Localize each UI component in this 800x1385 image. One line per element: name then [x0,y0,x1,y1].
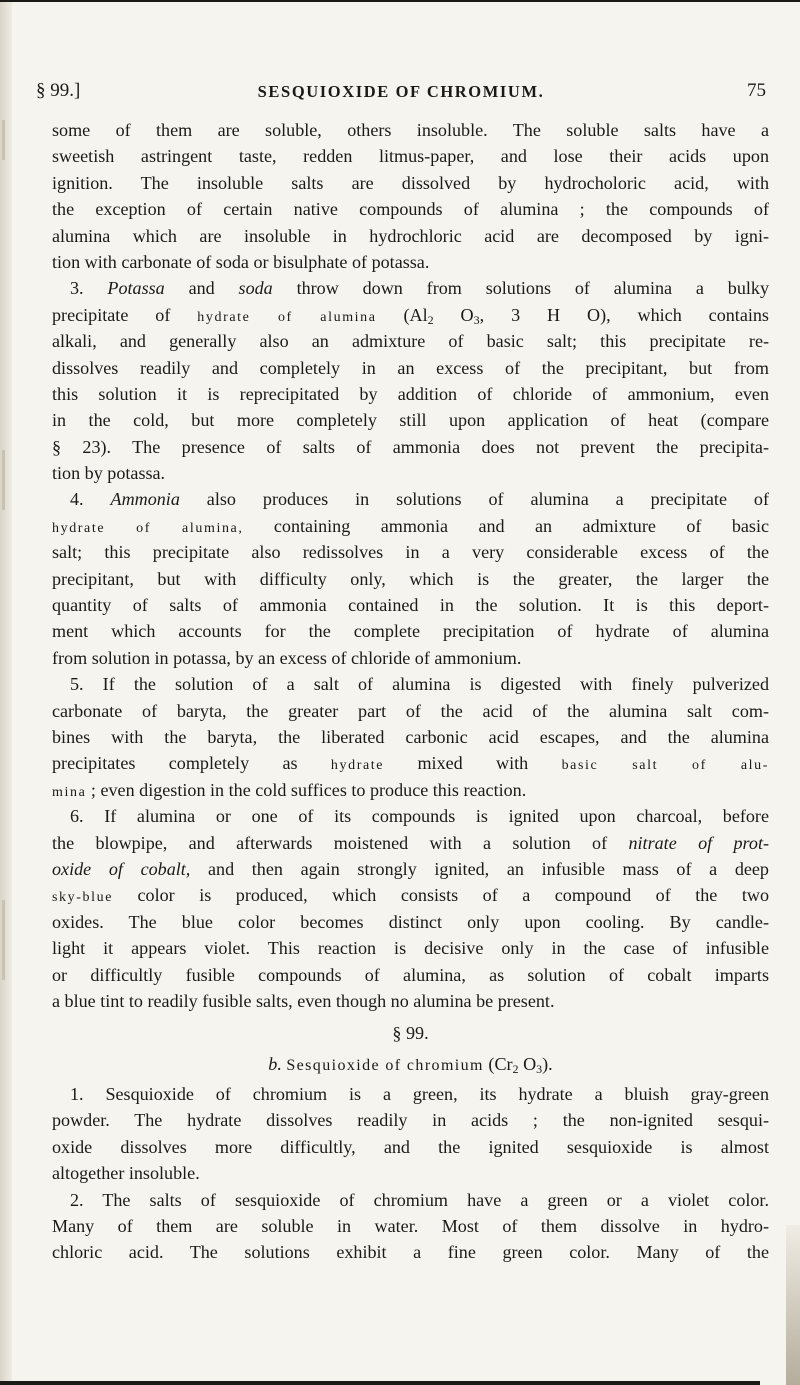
text-line: from solution in potassa, by an excess of chloride of ammonium. [52,647,522,668]
text-line: oxide of cobalt, and then again strongly ignited, an infusible mass of a deep [52,858,769,879]
page-gutter [0,0,12,1385]
term-soda: soda [238,278,273,299]
text-line: Many of them are soluble in water. Most of them dissolve in hydro- [52,1216,769,1237]
text-line: dissolves readily and completely in an excess of the precipitant, but from [52,357,769,378]
page-number: 75 [747,80,766,101]
paragraph-2-start: 2. The salts of sesquioxide of chromium have a green or a violet color. [70,1189,769,1210]
term-hydrate: hydrate [330,758,385,774]
paragraph-1-start: 1. Sesquioxide of chromium is a green, its hydrate a bluish gray-green [70,1084,769,1105]
term-hydrate-of-alumina: hydrate of alumina, [52,520,244,536]
text-line: precipitant, but with difficulty only, which is the greater, the larger the [52,568,769,589]
text-line: the blowpipe, and afterwards moistened with a solution of nitrate of prot- [52,832,770,853]
top-edge-rule [0,0,800,2]
text-line: carbonate of baryta, the greater part of the acid of the alumina salt com- [52,700,769,721]
text-line: oxides. The blue color becomes distinct only upon cooling. By candle- [52,911,769,932]
gutter-mark [2,120,5,160]
text-line: this solution it is reprecipitated by addition of chloride of ammonium, even [52,383,769,404]
text-line: the exception of certain native compounds of alumina ; the compounds of [52,199,769,220]
bottom-edge-rule [0,1381,760,1385]
text-line: precipitate of hydrate of alumina ($Al_2$ $O_3$, 3 H O), which contains [52,304,769,327]
section-number: § 99. [392,1023,429,1044]
text-line: alumina which are insoluble in hydrochloric acid are decomposed by igni- [52,225,769,246]
text-line: sky-blue color is produced, which consists of a compound of the two [52,885,769,906]
text-line: ignition. The insoluble salts are dissolved by hydrocholoric acid, with [52,172,769,193]
term-sky-blue: sky-blue [52,890,114,906]
text-line: altogether insoluble. [52,1163,200,1184]
term-ammonia: Ammonia [110,489,180,510]
paragraph-5-start: 5. If the solution of a salt of alumina is digested with finely pulverized [70,674,769,695]
text-line: some of them are soluble, others insoluble. The soluble salts have a [52,120,769,140]
text-line: oxide dissolves more difficultly, and the ignited sesquioxide is almost [52,1136,769,1157]
paragraph-4-start: 4. Ammonia also produces in solutions of alumina a precipitate of [70,489,769,510]
text-line: mina ; even digestion in the cold suffices to produce this reaction. [52,779,527,800]
running-title: SESQUIOXIDE OF CHROMIUM. [257,82,545,101]
section-heading: b. Sesquioxide of chromium ($Cr_2$ $O_3$). [268,1053,553,1076]
section-reference: § 99.] [36,80,81,101]
paragraph-3-start: 3. Potassa and soda throw down from solutions of alumina a bulky [70,278,770,299]
text-line: sweetish astringent taste, redden litmus-paper, and lose their acids upon [52,146,769,167]
text-line: quantity of salts of ammonia contained in the solution. It is this deport- [52,595,769,616]
text-line: hydrate of alumina, containing ammonia and an admixture of basic [52,515,770,536]
body-text [52,117,769,1266]
gutter-mark [2,450,5,510]
term-basic-salt: basic salt of alu- [561,758,769,774]
page-corner-shadow [786,1225,800,1385]
text-line: in the cold, but more completely still upon application of heat (compare [52,410,769,431]
gutter-mark [2,900,5,980]
text-line: bines with the baryta, the liberated carbonic acid escapes, and the alumina [52,726,769,747]
text-line: alkali, and generally also an admixture of basic salt; this precipitate re- [52,331,769,352]
text-line: precipitates completely as hydrate mixed with basic salt of alu- [52,753,769,774]
text-line: chloric acid. The solutions exhibit a fine green color. Many of the [52,1242,769,1263]
term-hydrate-of-alumina: hydrate of alumina [197,309,377,325]
text-line: or difficultly fusible compounds of alumina, as solution of cobalt imparts [52,964,769,985]
term-nitrate: nitrate of prot- [628,832,770,853]
term-potassa: Potassa [107,278,165,299]
text-line: tion by potassa. [52,463,166,484]
text-line: light it appears violet. This reaction is decisive only in the case of infusible [52,938,769,959]
text-line: tion with carbonate of soda or bisulphate of potassa. [52,251,430,272]
text-line: § 23). The presence of salts of ammonia does not prevent the precipita- [52,436,769,457]
text-line: powder. The hydrate dissolves readily in acids ; the non-ignited sesqui- [52,1110,769,1131]
running-header [36,80,766,106]
text-line: a blue tint to readily fusible salts, even though no alumina be present. [52,990,555,1011]
paragraph-6-start: 6. If alumina or one of its compounds is ignited upon charcoal, before [70,806,769,827]
text-line: ment which accounts for the complete precipitation of hydrate of alumina [52,621,769,642]
text-line: salt; this precipitate also redissolves in a very considerable excess of the [52,542,769,563]
